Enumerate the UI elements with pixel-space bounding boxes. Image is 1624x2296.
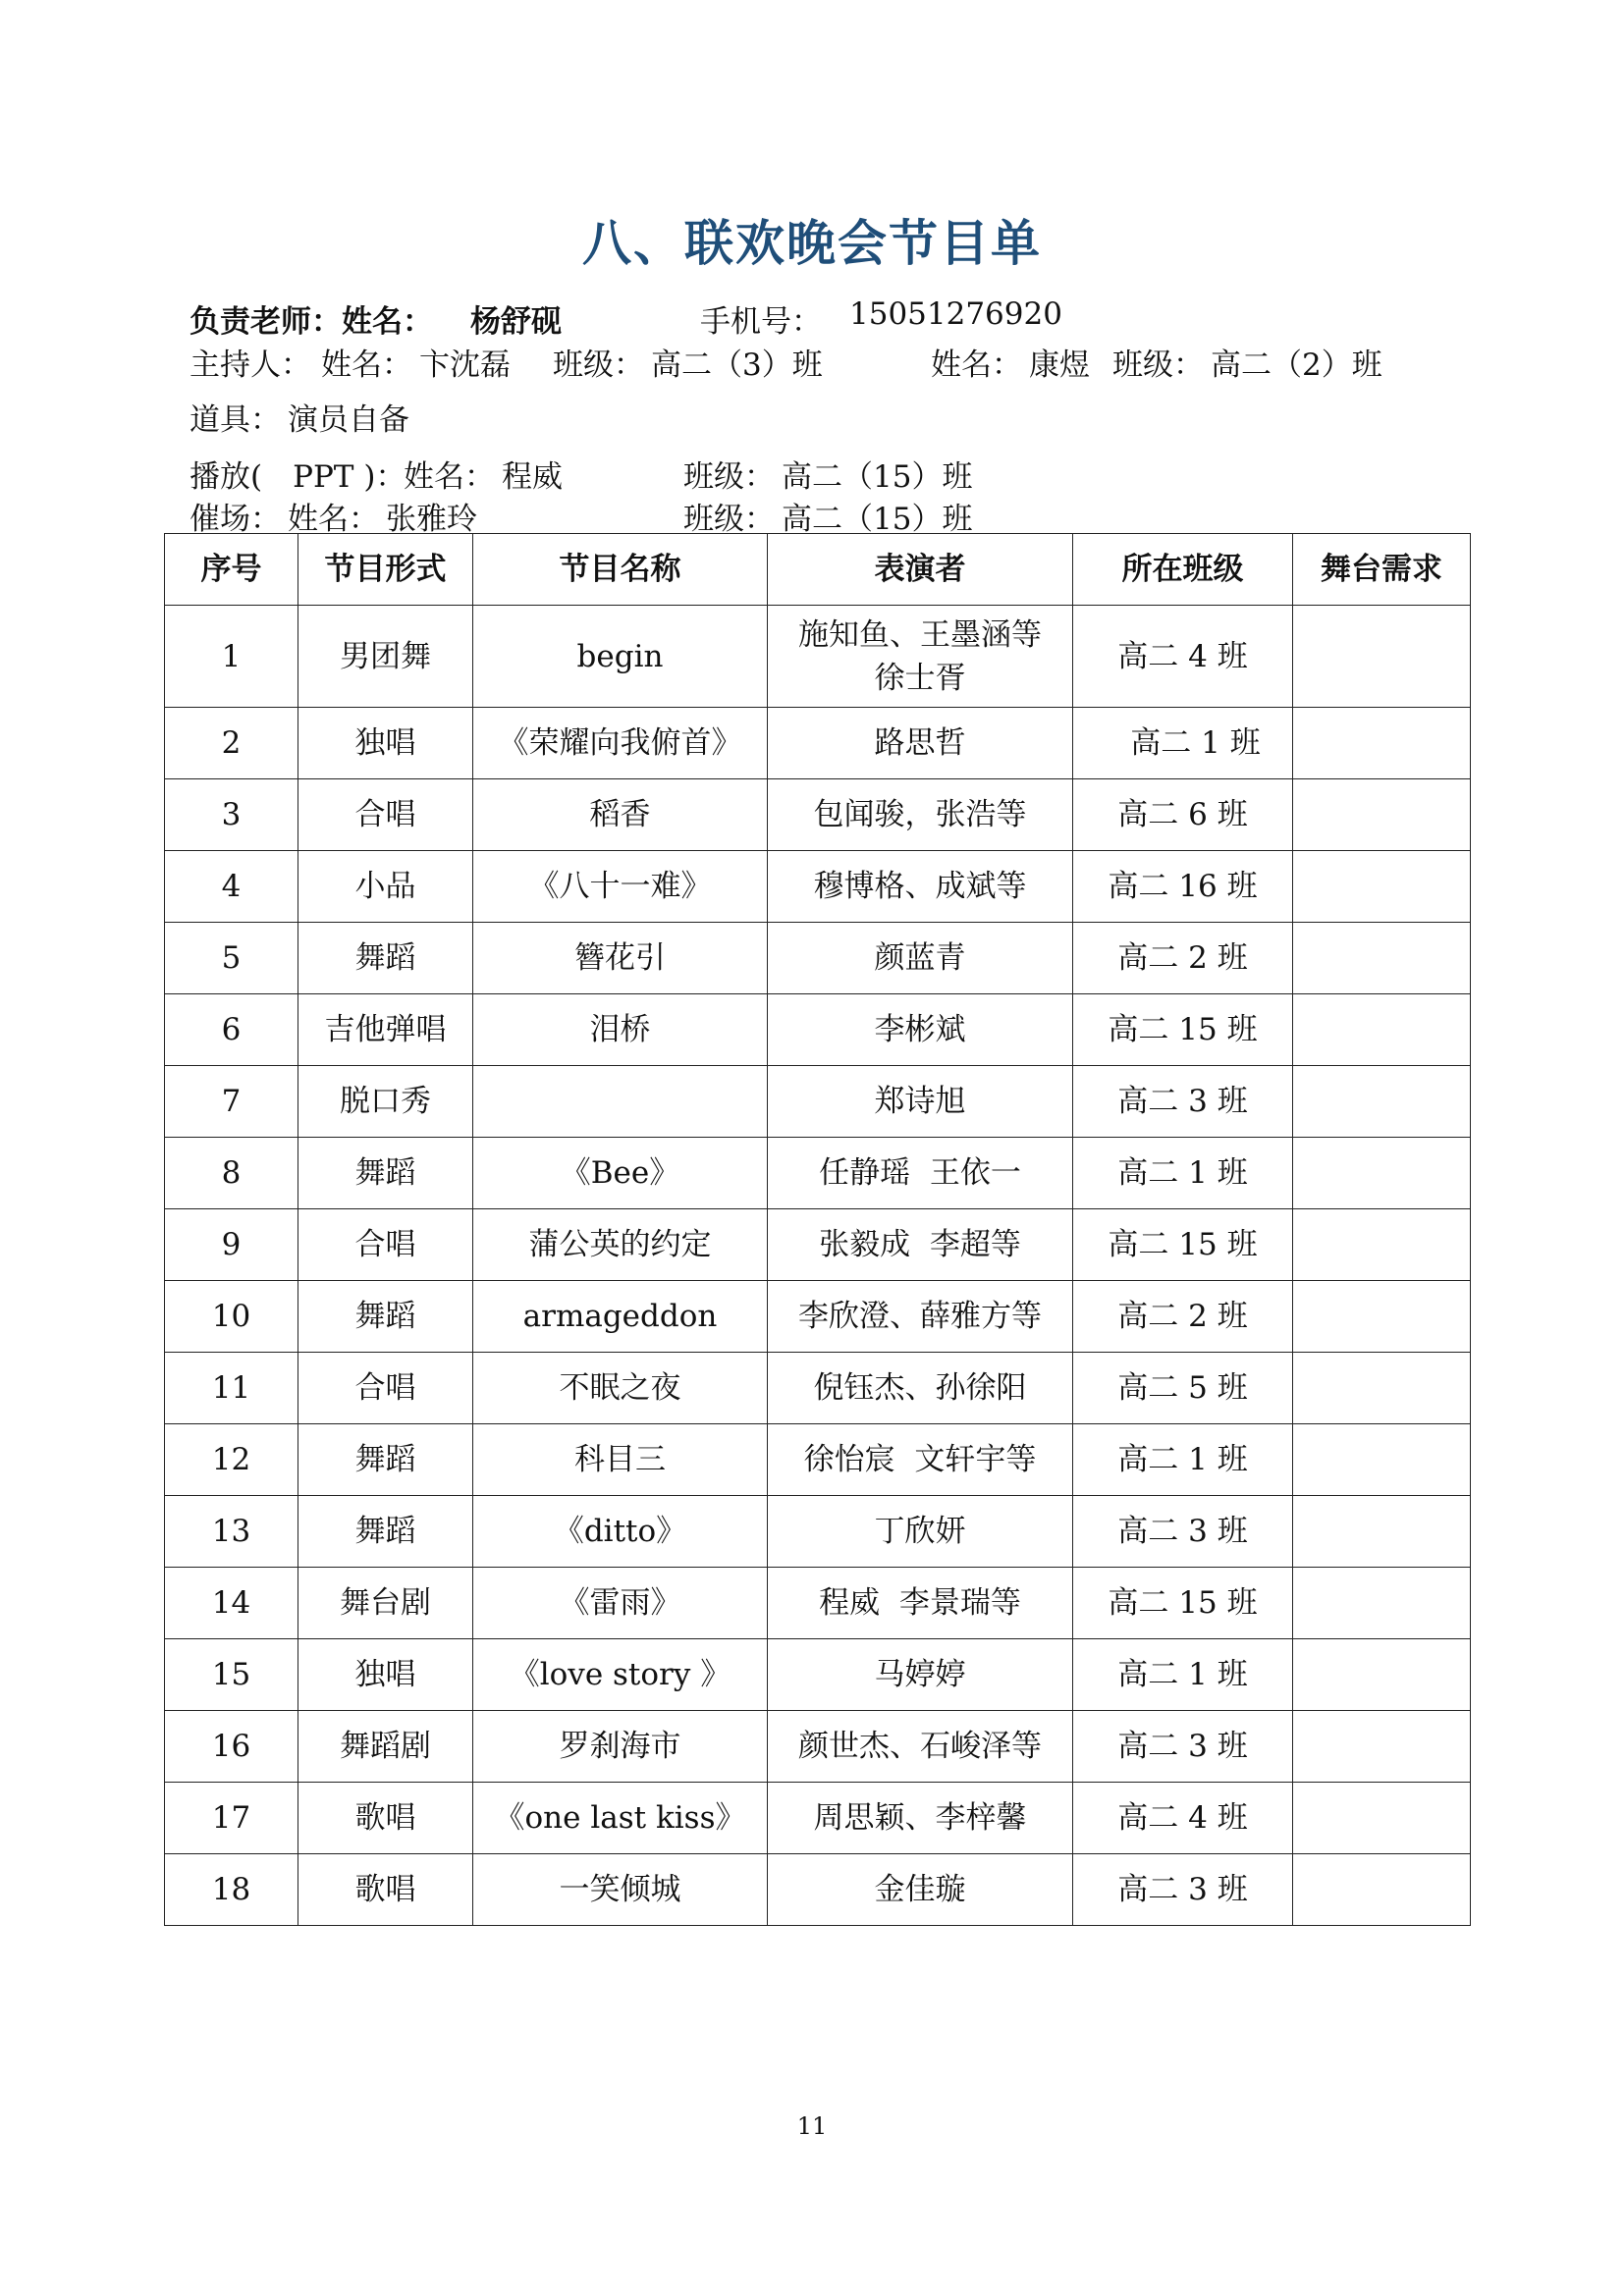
program-table xyxy=(164,533,1471,1926)
table-row xyxy=(165,708,1471,779)
cell-class: 高二 1 班 xyxy=(1073,708,1293,779)
cell-no: 7 xyxy=(165,1066,298,1138)
cell-class: 高二 15 班 xyxy=(1073,1568,1293,1639)
cell-performer xyxy=(768,606,1073,708)
cell-name: 不眠之夜 xyxy=(473,1353,768,1424)
cell-class: 高二 4 班 xyxy=(1073,606,1293,708)
cell-class: 高二 16 班 xyxy=(1073,851,1293,923)
phone-number: 15051276920 xyxy=(849,296,1062,332)
ppt-line xyxy=(189,452,1270,495)
cell-no: 9 xyxy=(165,1209,298,1281)
page-title: 八、联欢晚会节目单 xyxy=(582,215,1042,272)
cell-class: 高二 3 班 xyxy=(1073,1066,1293,1138)
cell-form: 独唱 xyxy=(298,1639,473,1711)
cell-name: 《雷雨》 xyxy=(473,1568,768,1639)
cell-stage xyxy=(1293,1353,1471,1424)
table-row xyxy=(165,1066,1471,1138)
cell-stage xyxy=(1293,1639,1471,1711)
host2-name: 康煜 xyxy=(1029,347,1090,383)
header-stage: 舞台需求 xyxy=(1293,534,1471,606)
host1-name-label: 姓名： xyxy=(321,347,412,383)
header-performer: 表演者 xyxy=(768,534,1073,606)
cell-stage xyxy=(1293,779,1471,851)
cell-name: 《荣耀向我俯首》 xyxy=(473,708,768,779)
cell-name: 一笑倾城 xyxy=(473,1854,768,1926)
cell-form: 小品 xyxy=(298,851,473,923)
cell-form: 歌唱 xyxy=(298,1854,473,1926)
cell-performer: 程威 李景瑞等 xyxy=(768,1568,1073,1639)
cell-stage xyxy=(1293,1783,1471,1854)
cell-performer: 李彬斌 xyxy=(768,994,1073,1066)
cell-performer: 金佳璇 xyxy=(768,1854,1073,1926)
cell-stage xyxy=(1293,708,1471,779)
cell-no: 1 xyxy=(165,606,298,708)
cell-no: 10 xyxy=(165,1281,298,1353)
cell-class: 高二 4 班 xyxy=(1073,1783,1293,1854)
header-name: 节目名称 xyxy=(473,534,768,606)
cell-form: 舞蹈 xyxy=(298,1281,473,1353)
table-row xyxy=(165,1639,1471,1711)
cell-form: 舞蹈 xyxy=(298,1424,473,1496)
cell-class: 高二 15 班 xyxy=(1073,994,1293,1066)
cell-performer: 路思哲 xyxy=(768,708,1073,779)
cell-class: 高二 2 班 xyxy=(1073,923,1293,994)
cell-class: 高二 1 班 xyxy=(1073,1639,1293,1711)
cell-no: 14 xyxy=(165,1568,298,1639)
cell-name: 罗刹海市 xyxy=(473,1711,768,1783)
host1-class: 高二（3）班 xyxy=(651,347,823,383)
cell-stage xyxy=(1293,1568,1471,1639)
cell-stage xyxy=(1293,1711,1471,1783)
cell-form: 歌唱 xyxy=(298,1783,473,1854)
table-row xyxy=(165,1568,1471,1639)
table-row xyxy=(165,1281,1471,1353)
cell-stage xyxy=(1293,1424,1471,1496)
table-row xyxy=(165,606,1471,708)
cell-performer: 张毅成 李超等 xyxy=(768,1209,1073,1281)
cell-no: 15 xyxy=(165,1639,298,1711)
ppt-label: 播放( PPT )： xyxy=(189,459,406,495)
cell-performer: 徐怡宸 文轩宇等 xyxy=(768,1424,1073,1496)
cell-performer: 颜世杰、石峻泽等 xyxy=(768,1711,1073,1783)
cell-stage xyxy=(1293,1496,1471,1568)
cell-stage xyxy=(1293,1854,1471,1926)
cell-performer: 李欣澄、薛雅方等 xyxy=(768,1281,1073,1353)
table-row xyxy=(165,851,1471,923)
cue-label: 催场： xyxy=(189,502,281,537)
table-row xyxy=(165,1138,1471,1209)
cell-performer: 穆博格、成斌等 xyxy=(768,851,1073,923)
table-header-row xyxy=(165,534,1471,606)
cell-name: 科目三 xyxy=(473,1424,768,1496)
cell-performer: 周思颖、李梓馨 xyxy=(768,1783,1073,1854)
table-row xyxy=(165,1424,1471,1496)
cell-class: 高二 15 班 xyxy=(1073,1209,1293,1281)
cell-form: 舞蹈 xyxy=(298,1138,473,1209)
cell-class: 高二 6 班 xyxy=(1073,779,1293,851)
cell-no: 6 xyxy=(165,994,298,1066)
table-row xyxy=(165,923,1471,994)
cell-performer: 任静瑶 王依一 xyxy=(768,1138,1073,1209)
cell-stage xyxy=(1293,1066,1471,1138)
cell-form: 合唱 xyxy=(298,1353,473,1424)
cell-name xyxy=(473,1066,768,1138)
cell-form: 合唱 xyxy=(298,779,473,851)
cell-no: 2 xyxy=(165,708,298,779)
ppt-name-label: 姓名： xyxy=(404,459,495,495)
table-row xyxy=(165,1854,1471,1926)
cell-name: 蒲公英的约定 xyxy=(473,1209,768,1281)
cell-stage xyxy=(1293,1138,1471,1209)
ppt-name: 程威 xyxy=(502,459,563,495)
teacher-name: 杨舒砚 xyxy=(470,304,562,340)
cell-class: 高二 1 班 xyxy=(1073,1424,1293,1496)
cell-name: 《八十一难》 xyxy=(473,851,768,923)
cell-name: 《love story 》 xyxy=(473,1639,768,1711)
teacher-line xyxy=(189,296,1466,340)
cell-name: 簪花引 xyxy=(473,923,768,994)
header-form: 节目形式 xyxy=(298,534,473,606)
cue-name-label: 姓名： xyxy=(288,502,379,537)
table-row xyxy=(165,1353,1471,1424)
cell-form: 舞蹈剧 xyxy=(298,1711,473,1783)
cell-no: 18 xyxy=(165,1854,298,1926)
cell-name: 《one last kiss》 xyxy=(473,1783,768,1854)
cell-no: 11 xyxy=(165,1353,298,1424)
phone-label: 手机号： xyxy=(700,304,822,340)
cell-performer-line1: 施知鱼、王墨涵等 xyxy=(798,616,1042,653)
cell-no: 12 xyxy=(165,1424,298,1496)
hosts-label: 主持人： xyxy=(189,347,311,383)
cell-performer: 马婷婷 xyxy=(768,1639,1073,1711)
cell-no: 13 xyxy=(165,1496,298,1568)
cell-name: 稻香 xyxy=(473,779,768,851)
cell-form: 舞蹈 xyxy=(298,923,473,994)
table-row xyxy=(165,779,1471,851)
table-row xyxy=(165,1711,1471,1783)
table-row xyxy=(165,994,1471,1066)
cell-performer: 丁欣妍 xyxy=(768,1496,1073,1568)
host1-name: 卞沈磊 xyxy=(419,347,511,383)
cue-class-label: 班级： xyxy=(683,502,775,537)
table-row xyxy=(165,1209,1471,1281)
cell-form: 脱口秀 xyxy=(298,1066,473,1138)
table-row xyxy=(165,1783,1471,1854)
header-class: 所在班级 xyxy=(1073,534,1293,606)
cell-class: 高二 2 班 xyxy=(1073,1281,1293,1353)
cue-line xyxy=(189,494,1270,537)
ppt-class-label: 班级： xyxy=(683,459,775,495)
cue-name: 张雅玲 xyxy=(386,502,477,537)
cell-performer: 郑诗旭 xyxy=(768,1066,1073,1138)
cell-form: 合唱 xyxy=(298,1209,473,1281)
host2-class-label: 班级： xyxy=(1112,347,1204,383)
cell-class: 高二 1 班 xyxy=(1073,1138,1293,1209)
cell-name: 《Bee》 xyxy=(473,1138,768,1209)
cell-name: 泪桥 xyxy=(473,994,768,1066)
cue-class: 高二（15）班 xyxy=(782,502,973,537)
props-value: 演员自备 xyxy=(288,402,409,438)
cell-form: 舞蹈 xyxy=(298,1496,473,1568)
header-no: 序号 xyxy=(165,534,298,606)
page-number: 11 xyxy=(796,2112,828,2140)
table-row xyxy=(165,1496,1471,1568)
cell-no: 16 xyxy=(165,1711,298,1783)
cell-class: 高二 3 班 xyxy=(1073,1711,1293,1783)
cell-class: 高二 3 班 xyxy=(1073,1854,1293,1926)
props-line xyxy=(189,395,779,438)
cell-stage xyxy=(1293,851,1471,923)
cell-form: 舞台剧 xyxy=(298,1568,473,1639)
cell-stage xyxy=(1293,923,1471,994)
host1-class-label: 班级： xyxy=(553,347,644,383)
cell-performer: 颜蓝青 xyxy=(768,923,1073,994)
cell-stage xyxy=(1293,1281,1471,1353)
cell-name: 《ditto》 xyxy=(473,1496,768,1568)
cell-name: armageddon xyxy=(473,1281,768,1353)
cell-form: 独唱 xyxy=(298,708,473,779)
props-label: 道具： xyxy=(189,402,281,438)
hosts-line xyxy=(189,340,1466,383)
cell-form: 男团舞 xyxy=(298,606,473,708)
cell-no: 17 xyxy=(165,1783,298,1854)
cell-performer: 倪钰杰、孙徐阳 xyxy=(768,1353,1073,1424)
cell-class: 高二 3 班 xyxy=(1073,1496,1293,1568)
host2-name-label: 姓名： xyxy=(931,347,1022,383)
ppt-class: 高二（15）班 xyxy=(782,459,973,495)
cell-class: 高二 5 班 xyxy=(1073,1353,1293,1424)
cell-no: 8 xyxy=(165,1138,298,1209)
cell-no: 4 xyxy=(165,851,298,923)
cell-form: 吉他弹唱 xyxy=(298,994,473,1066)
cell-performer-line2: 徐士胥 xyxy=(874,660,966,696)
cell-no: 5 xyxy=(165,923,298,994)
cell-stage xyxy=(1293,606,1471,708)
teacher-label: 负责老师：姓名： xyxy=(189,304,433,340)
cell-stage xyxy=(1293,994,1471,1066)
cell-stage xyxy=(1293,1209,1471,1281)
cell-no: 3 xyxy=(165,779,298,851)
host2-class: 高二（2）班 xyxy=(1211,347,1382,383)
cell-name: begin xyxy=(473,606,768,708)
cell-performer: 包闻骏，张浩等 xyxy=(768,779,1073,851)
